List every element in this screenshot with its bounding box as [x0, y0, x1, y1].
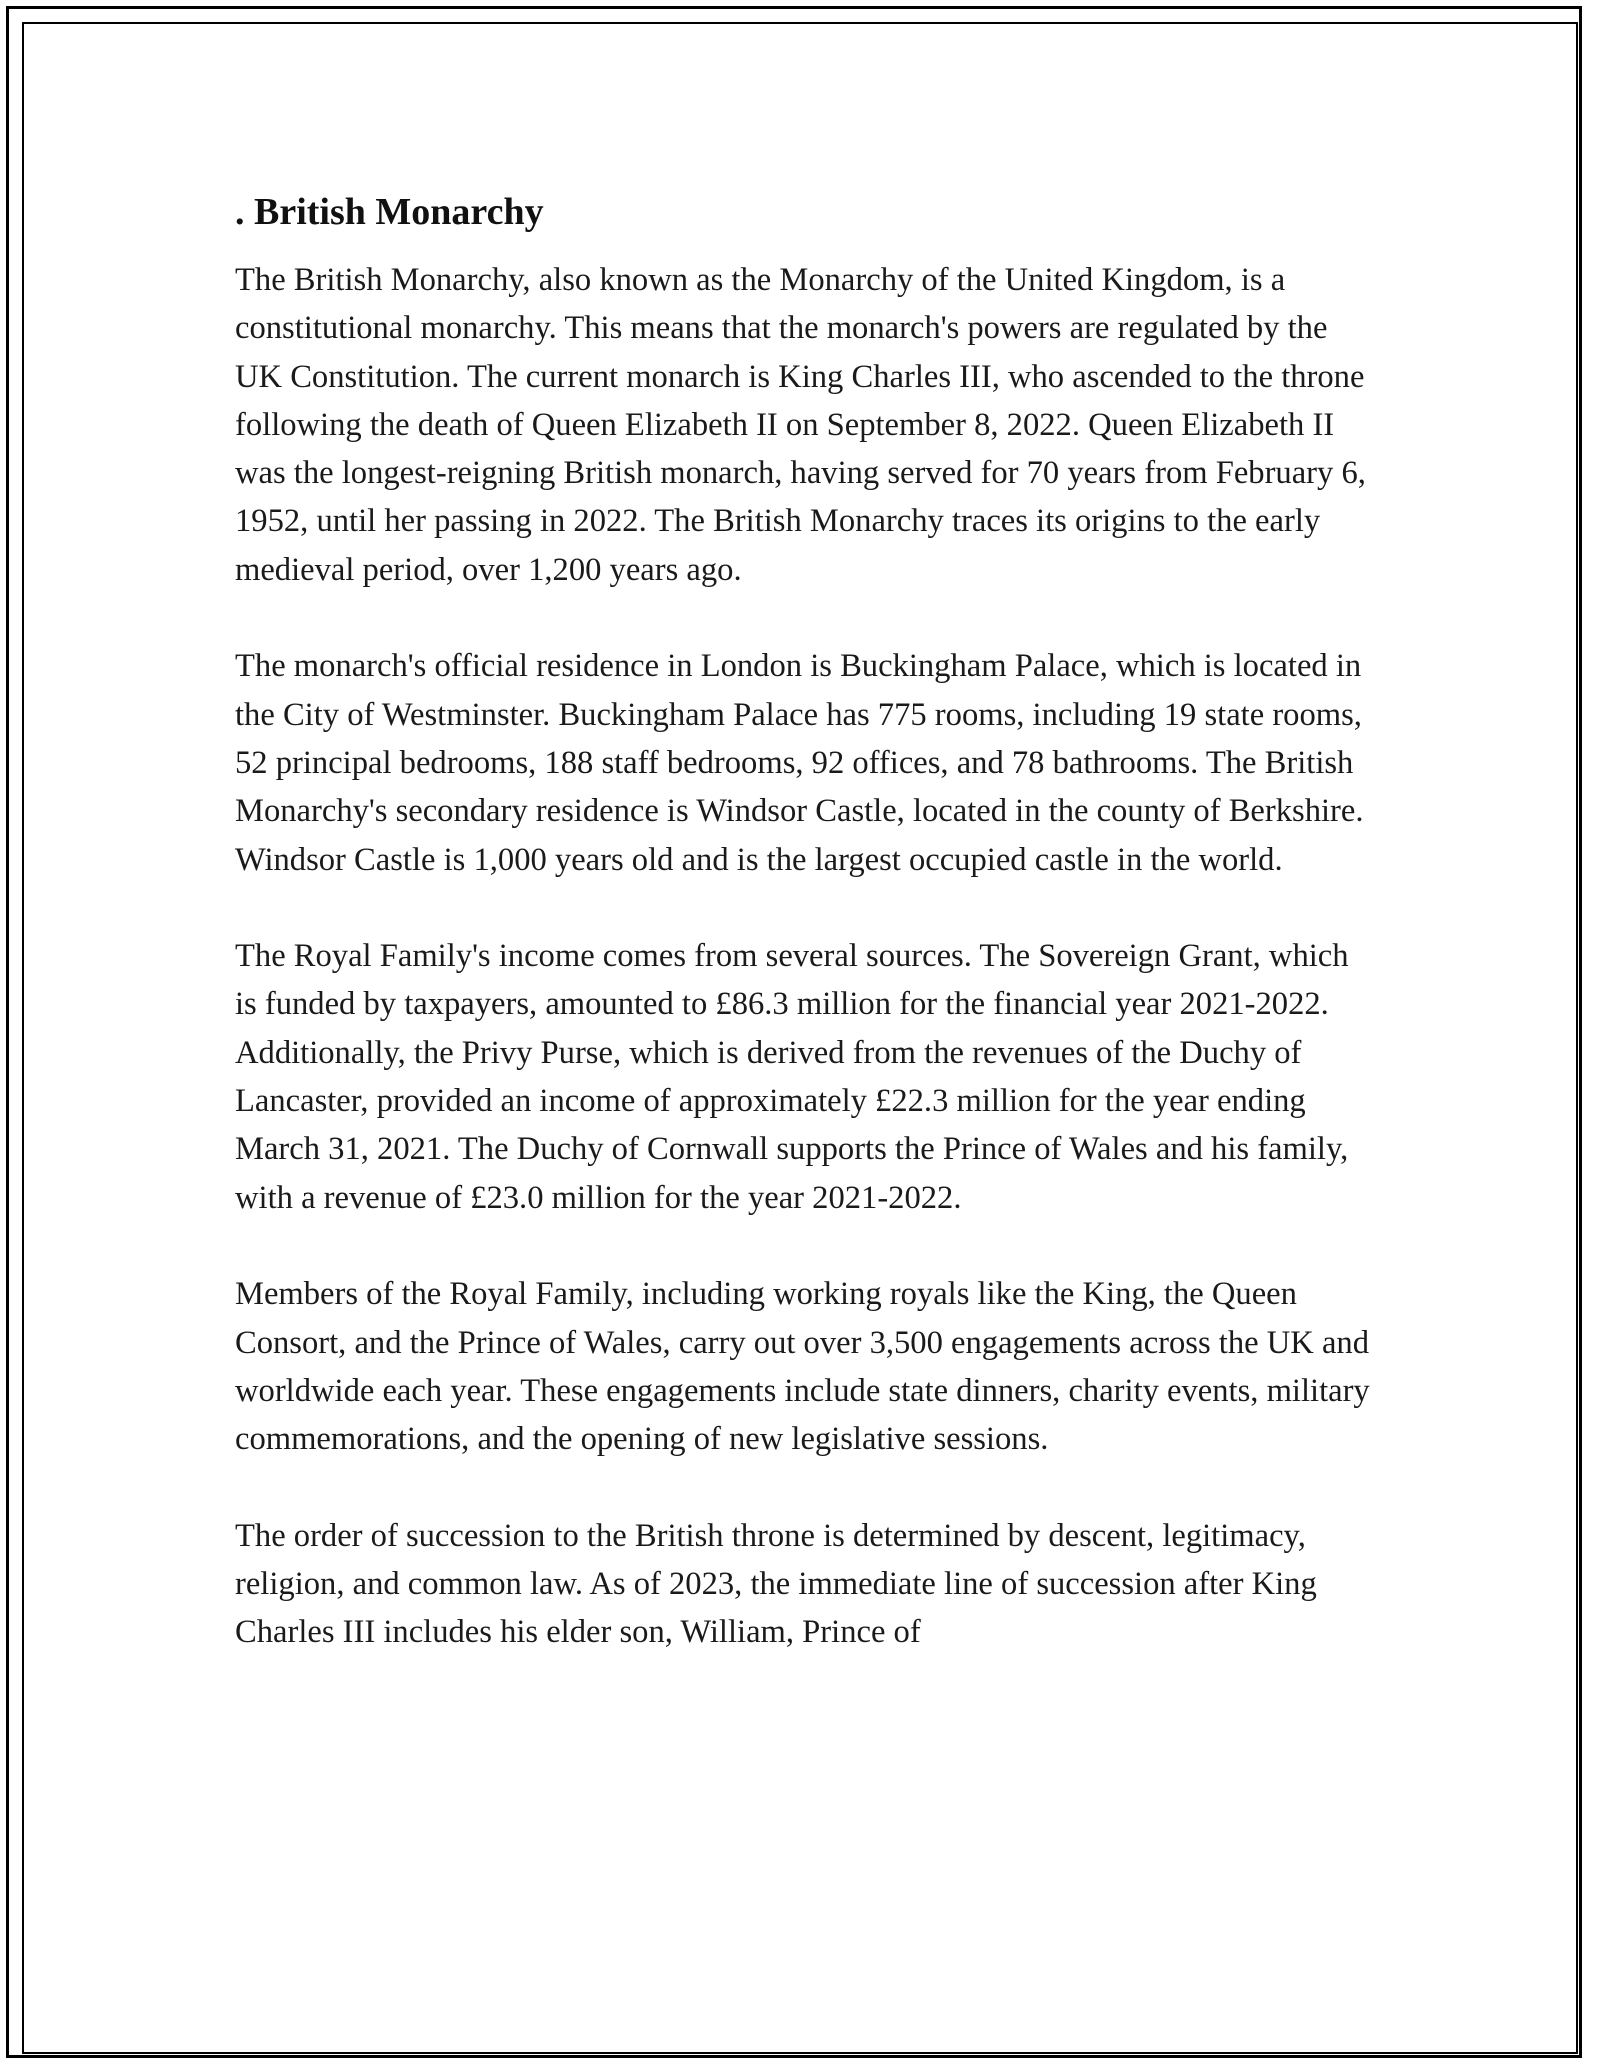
- paragraph-succession: The order of succession to the British throne is determined by descent, legitimacy, religion, and common law. As of 2023, the immediate line of succession after King Charles III includes his elder son, William, Prince of: [235, 1517, 1317, 1651]
- section-heading: . British Monarchy: [235, 191, 544, 233]
- paragraph-residences: The monarch's official residence in London is Buckingham Palace, which is located in the City of Westminster. Buckingham Palace has 775 rooms, including 19 state rooms, 52 principal bedrooms, 188 staff bedrooms, 92 offices, and 78 bathrooms. The British Monarchy's secondary residence is Windsor Castle, located in the county of Berkshire. Windsor Castle is 1,000 years old and is the largest occupied castle in the world.: [235, 648, 1364, 878]
- paragraph-engagements: Members of the Royal Family, including working royals like the King, the Queen Consort, and the Prince of Wales, carry out over 3,500 engagements across the UK and worldwide each year. These engagements include state dinners, charity events, military commemorations, and the opening of new legislative sessions.: [235, 1276, 1370, 1458]
- paragraph-overview: The British Monarchy, also known as the Monarchy of the United Kingdom, is a constitutional monarchy. This means that the monarch's powers are regulated by the UK Constitution. The current monarch is King Charles III, who ascended to the throne following the death of Queen Elizabeth II on September 8, 2022. Queen Elizabeth II was the longest-reigning British monarch, having served for 70 years from February 6, 1952, until her passing in 2022. The British Monarchy traces its origins to the early medieval period, over 1,200 years ago.: [235, 262, 1366, 588]
- paragraph-income: The Royal Family's income comes from several sources. The Sovereign Grant, which is funded by taxpayers, amounted to £86.3 million for the financial year 2021-2022. Additionally, the Privy Purse, which is derived from the revenues of the Duchy of Lancaster, provided an income of approximately £22.3 million for the year ending March 31, 2021. The Duchy of Cornwall supports the Prince of Wales and his family, with a revenue of £23.0 million for the year 2021-2022.: [235, 938, 1349, 1216]
- document-body: [235, 186, 1375, 1705]
